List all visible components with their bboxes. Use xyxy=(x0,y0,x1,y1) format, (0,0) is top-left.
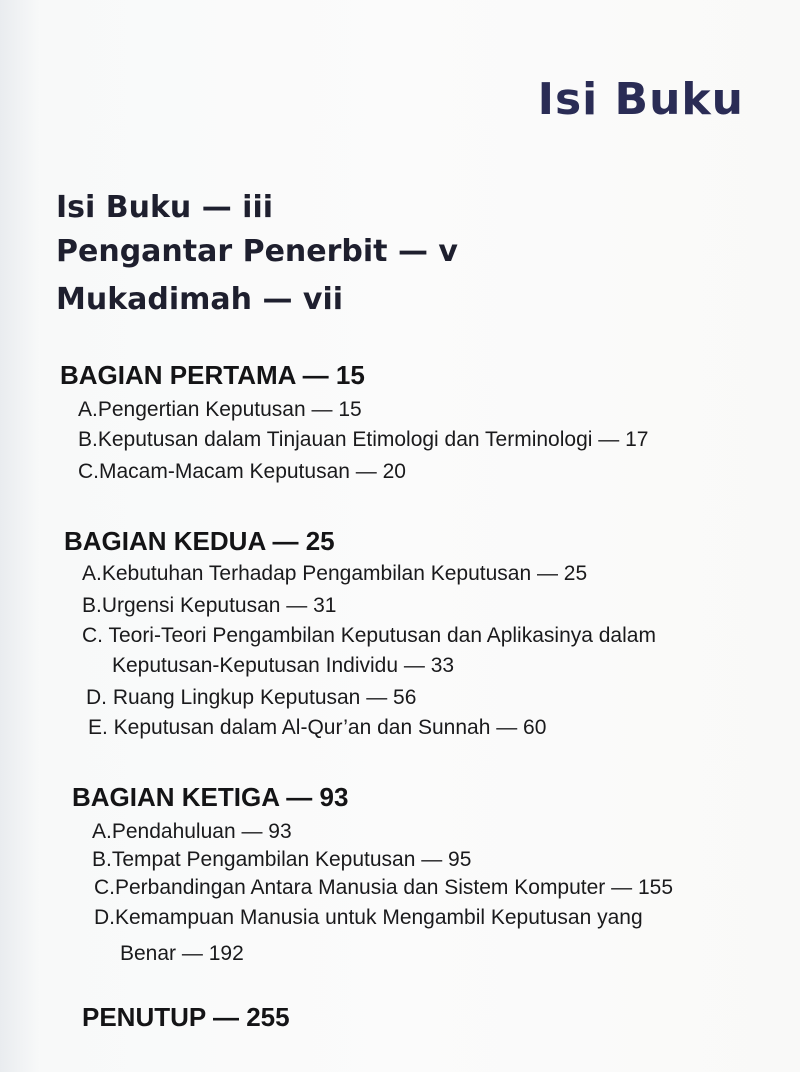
toc-entry: E. Keputusan dalam Al-Qur’an dan Sunnah — 60 xyxy=(88,716,547,739)
toc-entry: D.Kemampuan Manusia untuk Mengambil Keputusan yang xyxy=(94,906,643,929)
toc-entry: D. Ruang Lingkup Keputusan — 56 xyxy=(86,686,417,709)
toc-entry-continuation: Benar — 192 xyxy=(120,942,244,965)
toc-entry: B.Keputusan dalam Tinjauan Etimologi dan Terminologi — 17 xyxy=(78,428,649,451)
front-matter-item: Pengantar Penerbit — v xyxy=(56,234,458,269)
part-heading-2: BAGIAN KEDUA — 25 xyxy=(64,526,335,556)
front-matter-item: Isi Buku — iii xyxy=(56,190,274,225)
front-matter-item: Mukadimah — vii xyxy=(56,282,344,317)
toc-entry: B.Tempat Pengambilan Keputusan — 95 xyxy=(92,848,472,871)
toc-entry: B.Urgensi Keputusan — 31 xyxy=(82,594,337,617)
toc-entry-continuation: Keputusan-Keputusan Individu — 33 xyxy=(112,654,455,677)
toc-entry: C.Macam-Macam Keputusan — 20 xyxy=(78,460,406,483)
toc-entry: A.Pengertian Keputusan — 15 xyxy=(78,398,362,421)
toc-entry: A.Kebutuhan Terhadap Pengambilan Keputusan — 25 xyxy=(82,562,588,585)
toc-entry: A.Pendahuluan — 93 xyxy=(92,820,292,843)
toc-entry: C.Perbandingan Antara Manusia dan Sistem Komputer — 155 xyxy=(94,876,674,899)
toc-entry: C. Teori-Teori Pengambilan Keputusan dan Aplikasinya dalam xyxy=(82,624,656,647)
part-heading-1: BAGIAN PERTAMA — 15 xyxy=(60,360,365,390)
closing-heading: PENUTUP — 255 xyxy=(82,1002,290,1032)
page-title: Isi Buku xyxy=(537,74,744,125)
part-heading-3: BAGIAN KETIGA — 93 xyxy=(72,782,349,812)
